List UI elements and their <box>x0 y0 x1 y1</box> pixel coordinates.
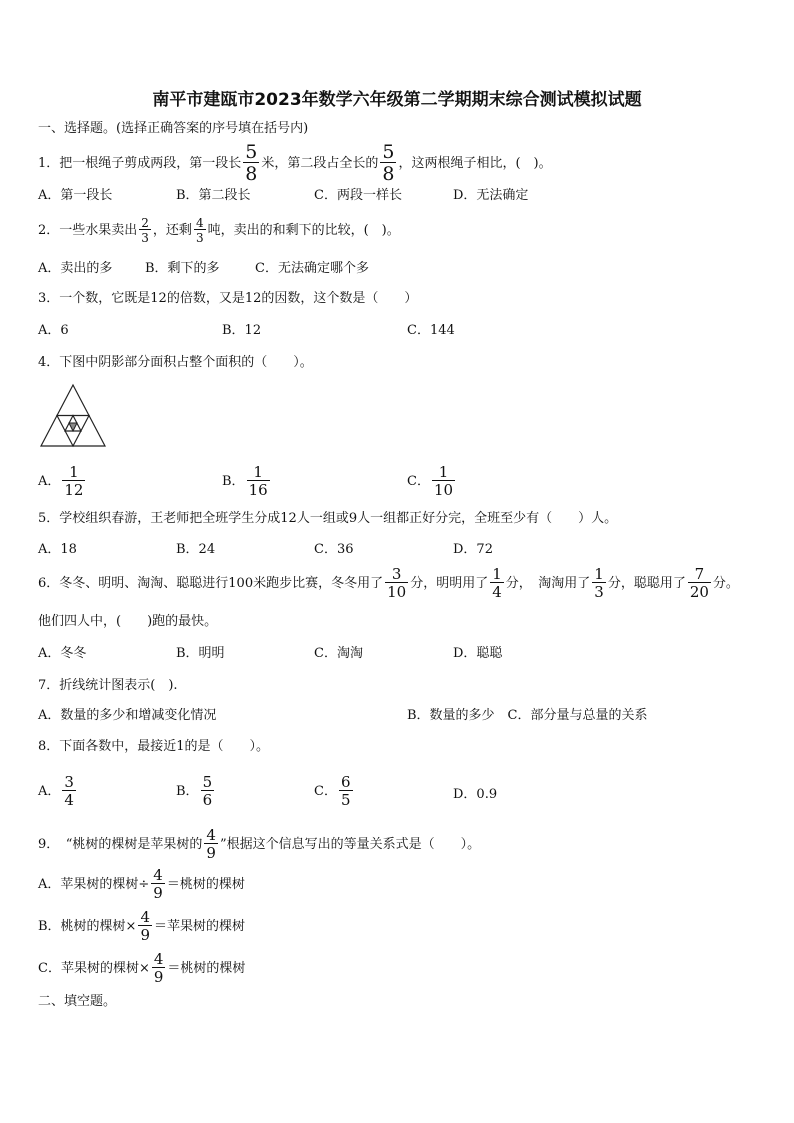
section-1-heading: 一、选择题。(选择正确答案的序号填在括号内) <box>38 121 309 136</box>
q8-fraction-c: $\frac{6}{5}$ <box>340 773 351 809</box>
q7-option-bc: B．数量的多少 C．部分量与总量的关系 <box>407 708 648 723</box>
q1-fraction-1: $\frac{5}{8}$ <box>245 141 258 185</box>
q6-fraction-4: $\frac{7}{20}$ <box>689 565 709 601</box>
q8-option-c: C． $\frac{6}{5}$ <box>314 773 351 809</box>
q8-option-a: A． $\frac{3}{4}$ <box>38 773 74 809</box>
question-2 <box>38 217 400 244</box>
q4-fraction-b: $\frac{1}{16}$ <box>248 463 268 499</box>
question-8: 8．下面各数中，最接近1的是（ ）。 <box>38 739 270 754</box>
question-6: 6．冬冬、明明、淘淘、聪聪进行100米跑步比赛，冬冬用了 $\frac{3}{10}$ 分，明明用了 $\frac{1}{4}$ 分， 淘淘用了 $\frac{1}{3}$ 分，聪聪用了 $\frac{7}{20}$ 分。 <box>38 565 739 601</box>
q9-option-a: A．苹果树的棵树÷ $\frac{4}{9}$ ＝桃树的棵树 <box>38 866 245 902</box>
q4-option-a: A． $\frac{1}{12}$ <box>38 463 84 499</box>
q1-fraction-2: $\frac{5}{8}$ <box>382 141 395 185</box>
q6-line-2: 他们四人中，( )跑的最快。 <box>38 614 218 629</box>
q5-option-d: D．72 <box>453 542 493 557</box>
q6-fraction-2: $\frac{1}{4}$ <box>492 565 502 601</box>
q2-option-c: C．无法确定哪个多 <box>255 261 369 276</box>
q2-fraction-2: $\frac{4}{3}$ <box>195 216 204 245</box>
section-2-heading: 二、填空题。 <box>38 994 117 1009</box>
q2-fraction-1: $\frac{2}{3}$ <box>141 216 149 245</box>
question-1 <box>38 143 552 184</box>
q6-fraction-3: $\frac{1}{3}$ <box>594 565 604 601</box>
q1-option-a: A．第一段长 <box>38 188 113 203</box>
q8-option-d: D．0.9 <box>453 787 498 802</box>
q6-option-c: C．淘淘 <box>314 646 363 661</box>
q8-option-b: B． $\frac{5}{6}$ <box>176 773 213 809</box>
q7-option-a: A．数量的多少和增减变化情况 <box>38 708 217 723</box>
q2-option-a: A．卖出的多 <box>38 261 113 276</box>
question-4: 4．下图中阴影部分面积占整个面积的（ ）。 <box>38 355 313 370</box>
q1-option-b: B．第二段长 <box>176 188 251 203</box>
q2-text-a: 2．一些水果卖出 <box>38 223 138 238</box>
q6-option-b: B．明明 <box>176 646 225 661</box>
q1-text-a: 1．把一根绳子剪成两段，第一段长 <box>38 156 242 171</box>
page-title: 南平市建瓯市2023年数学六年级第二学期期末综合测试模拟试题 <box>152 90 642 110</box>
q9-option-b-fraction: $\frac{4}{9}$ <box>140 908 150 944</box>
q4-fraction-c: $\frac{1}{10}$ <box>433 463 454 499</box>
q3-option-b: B．12 <box>222 323 262 338</box>
q4-option-b: B． $\frac{1}{16}$ <box>222 463 268 499</box>
q6-option-d: D．聪聪 <box>453 646 503 661</box>
triangle-figure <box>38 383 108 449</box>
q3-option-a: A．6 <box>38 323 69 338</box>
q9-fraction: $\frac{4}{9}$ <box>206 826 216 862</box>
q9-option-a-fraction: $\frac{4}{9}$ <box>153 866 163 902</box>
q2-text-c: 吨，卖出的和剩下的比较，( )。 <box>207 223 400 238</box>
q2-option-b: B．剩下的多 <box>145 261 220 276</box>
q1-text-b: 米，第二段占全长的 <box>261 156 379 171</box>
q1-text-c: ，这两根绳子相比，( )。 <box>398 156 552 171</box>
q1-option-d: D．无法确定 <box>453 188 529 203</box>
q6-option-a: A．冬冬 <box>38 646 87 661</box>
q5-option-c: C．36 <box>314 542 354 557</box>
question-5: 5．学校组织春游，王老师把全班学生分成12人一组或9人一组都正好分完，全班至少有（ ）人。 <box>38 511 618 526</box>
q9-option-c: C．苹果树的棵树× $\frac{4}{9}$ ＝桃树的棵树 <box>38 950 246 986</box>
q3-option-c: C．144 <box>407 323 455 338</box>
question-3: 3．一个数，它既是12的倍数，又是12的因数，这个数是（ ） <box>38 291 418 306</box>
question-9: 9． “桃树的棵树是苹果树的 $\frac{4}{9}$ ”根据这个信息写出的等量关系式是（ ）。 <box>38 826 481 862</box>
q4-fraction-a: $\frac{1}{12}$ <box>64 463 84 499</box>
q8-fraction-a: $\frac{3}{4}$ <box>64 773 74 809</box>
q5-option-a: A．18 <box>38 542 77 557</box>
q2-text-b: ，还剩 <box>152 223 192 238</box>
q8-fraction-b: $\frac{5}{6}$ <box>202 773 213 809</box>
q5-option-b: B．24 <box>176 542 216 557</box>
question-7: 7．折线统计图表示( ). <box>38 678 178 693</box>
q4-option-c: C． $\frac{1}{10}$ <box>407 463 454 499</box>
q9-option-b: B．桃树的棵树× $\frac{4}{9}$ ＝苹果树的棵树 <box>38 908 246 944</box>
q1-option-c: C．两段一样长 <box>314 188 402 203</box>
q9-option-c-fraction: $\frac{4}{9}$ <box>153 950 164 986</box>
q6-fraction-1: $\frac{3}{10}$ <box>387 565 407 601</box>
